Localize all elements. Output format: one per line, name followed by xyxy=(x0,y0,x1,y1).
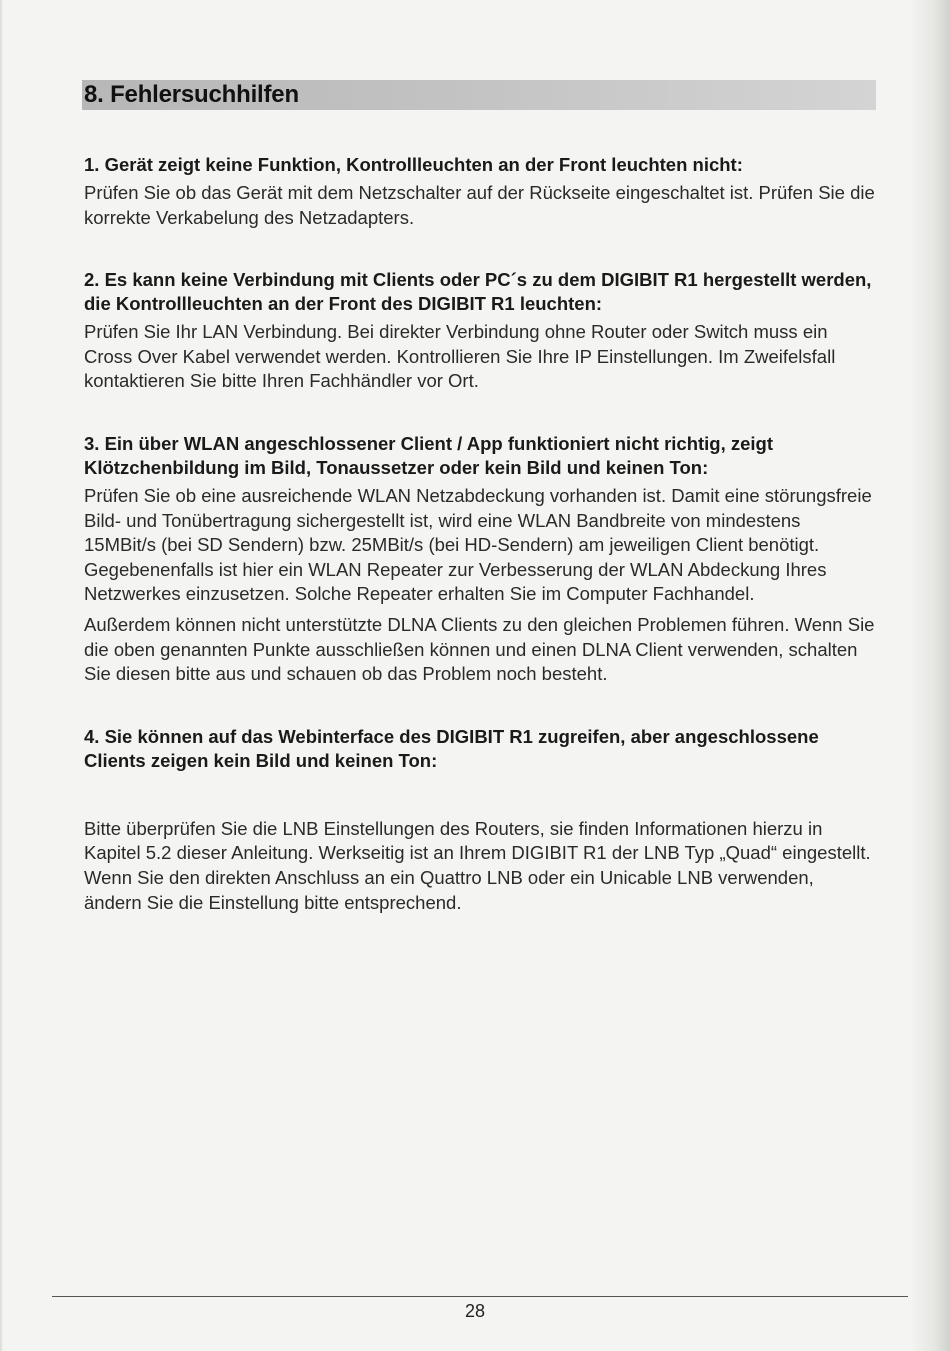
section-paragraph: Bitte überprüfen Sie die LNB Einstellungen des Routers, sie finden Informationen hierzu in Kapitel 5.2 dieser Anleitung. Werkseitig ist an Ihrem DIGIBIT R1 der LNB Typ „Quad“ eingestellt. Wenn Sie den direkten Anschluss an ein Quattro LNB oder ein Unicable LNB verwenden, ändern Sie die Einstellung bitte entsprechend. xyxy=(84,817,871,913)
section-4 xyxy=(84,725,876,915)
section-paragraph: Prüfen Sie ob das Gerät mit dem Netzschalter auf der Rückseite eingeschaltet ist. Prüfen Sie die korrekte Verkabelung des Netzadapters. xyxy=(84,182,875,228)
section-title: 2. Es kann keine Verbindung mit Clients oder PC´s zu dem DIGIBIT R1 hergestellt werden, die Kontrollleuchten an der Front des DIGIBIT R1 leuchten: xyxy=(84,269,872,315)
footer-divider xyxy=(52,1296,908,1297)
section-paragraph: Prüfen Sie Ihr LAN Verbindung. Bei direkter Verbindung ohne Router oder Switch muss ein Cross Over Kabel verwendet werden. Kontrollieren Sie Ihre IP Einstellungen. Im Zweifelsfall kontaktieren Sie bitte Ihren Fachhändler vor Ort. xyxy=(84,321,836,392)
page-content xyxy=(84,80,876,915)
section-paragraph: Prüfen Sie ob eine ausreichende WLAN Netzabdeckung vorhanden ist. Damit eine störungsfreie Bild- und Tonübertragung sichergestellt ist, wird eine WLAN Bandbreite von mindestens 15MBit/s (bei SD Sendern) bzw. 25MBit/s (bei HD-Sendern) am jeweiligen Client benötigt. Gegebenenfalls ist hier ein WLAN Repeater zur Verbesserung der WLAN Abdeckung Ihres Netzwerkes einzusetzen. Solche Repeater erhalten Sie im Computer Fachhandel. xyxy=(84,484,872,605)
section-2 xyxy=(84,268,876,394)
section-title: 1. Gerät zeigt keine Funktion, Kontrollleuchten an der Front leuchten nicht: xyxy=(84,154,743,175)
section-3 xyxy=(84,432,876,687)
page-edge-shadow-right xyxy=(910,0,950,1351)
section-title: 4. Sie können auf das Webinterface des DIGIBIT R1 zugreifen, aber angeschlossene Clients zeigen kein Bild und keinen Ton: xyxy=(84,725,819,771)
section-paragraph: Außerdem können nicht unterstützte DLNA Clients zu den gleichen Problemen führen. Wenn Sie die oben genannten Punkte ausschließen können und einen DLNA Client verwenden, schalten Sie diesen bitte aus und schauen ob das Problem noch besteht. xyxy=(84,613,875,685)
page-edge-shadow-left xyxy=(0,0,3,1351)
section-1 xyxy=(84,153,876,230)
section-title: 3. Ein über WLAN angeschlossener Client / App funktioniert nicht richtig, zeigt Klötzchenbildung im Bild, Tonaussetzer oder kein Bild und keinen Ton: xyxy=(84,432,774,478)
chapter-title: 8. Fehlersuchhilfen xyxy=(84,81,299,108)
page-number: 28 xyxy=(464,1301,486,1321)
chapter-header-bar xyxy=(82,80,876,110)
